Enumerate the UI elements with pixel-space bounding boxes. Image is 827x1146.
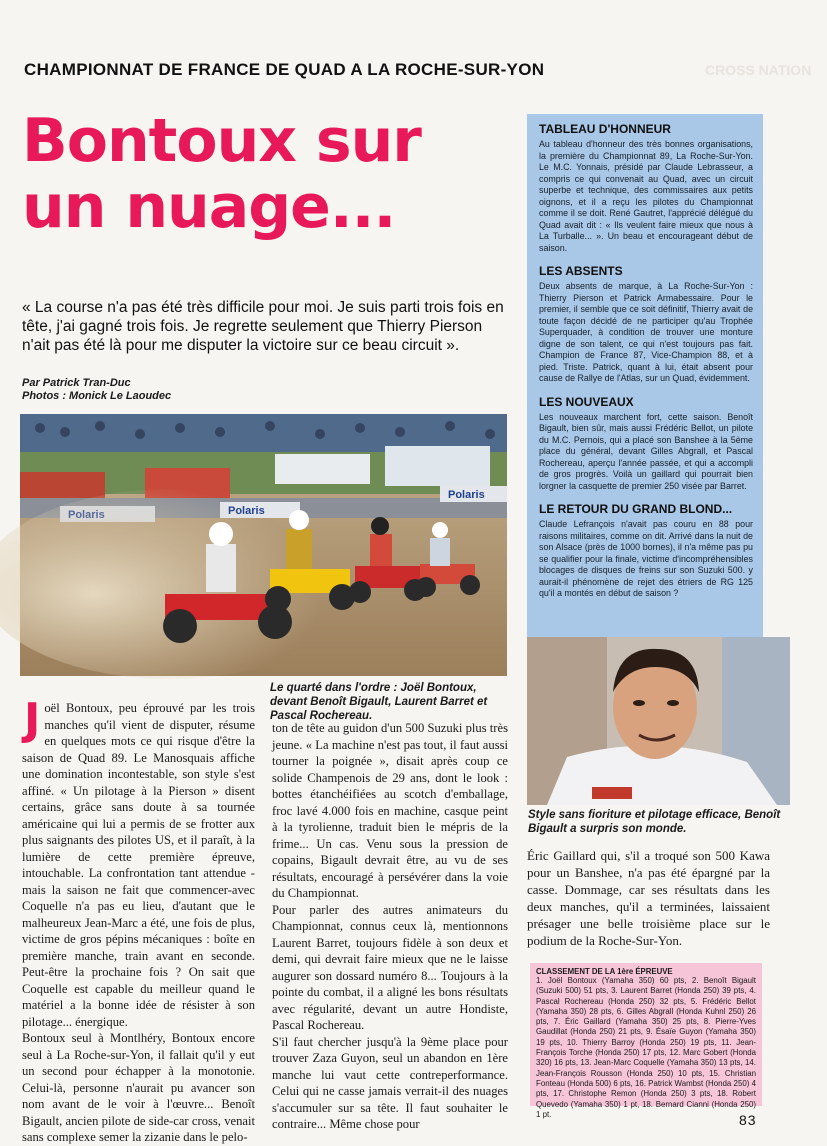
byline-photos: Photos : Monick Le Laoudec (22, 390, 172, 402)
sidebar-text-retour: Claude Lefrançois n'avait pas couru en 88 pour raisons militaires, comme on dit. Arrivé dans la nuit de son Alsace (près de 1000 bornes), il n'a même pas pu se qualifier pour la finale, victime d'incompréhensibles blocages de disques de freins sur son Suzuki 500. y aurait-il phénomène de rejet des étriers de RG 125 qu'il a montés en début de saison ? (539, 519, 753, 598)
sidebar-title-nouveaux: LES NOUVEAUX (539, 394, 634, 409)
race-photo (20, 414, 507, 676)
results-box (530, 963, 762, 1119)
byline-author: Par Patrick Tran-Duc (22, 377, 131, 389)
article-column-1 (22, 694, 255, 1146)
quad-race-illustration (20, 414, 507, 676)
article-column-2 (272, 720, 508, 1133)
article-paragraph-4: Pour parler des autres animateurs du Championnat, connus ceux là, mentionnons Laurent Barret, toujours fidèle à son deux et demi, qui devrait faire mieux que ne le laisse augurer son dossard numéro 8... Toujours à la pointe du combat, il a aligné les bons résultats avec régularité, devant un autre Hondiste, Pascal Rochereau. (272, 902, 508, 1032)
race-photo-caption: Le quarté dans l'ordre : Joël Bontoux, devant Benoît Bigault, Laurent Barret et Pascal Rochereau. (270, 682, 488, 722)
article-paragraph-3: ton de tête au guidon d'un 500 Suzuki plus très jeune. « La machine n'est pas tout, il faut aussi tourner la poignée », disait après coup ce solide Champenois de 29 ans, dont le look : bottes étanchéifiées au scotch d'emballage, froc lavé 4.000 fois en machine, casque peint à la tyrolienne, traduit bien le mépris de la frime... Un cas. Venu sous la pression de copains, Bigault devrait être, au vu de ses résultats, encouragé à persévérer dans la voie du Championnat. (272, 721, 508, 900)
banner-polaris-3: Polaris (448, 489, 485, 501)
article-paragraph-2: Bontoux seul à Montlhéry, Bontoux encore seul à La Roche-sur-Yon, il fallait qu'il y eut un second pour échapper à la monotonie. Celui-là, personne n'aurait pu avancer son nom avant de le voir à l'œuvre... Benoît Bigault, ancien pilote de side-car cross, venait sans complexe semer la zizanie dans le pelo- (22, 1031, 255, 1144)
sidebar-text-tableau: Au tableau d'honneur des très bonnes organisations, la première du Championnat 89, La Roche-Sur-Yon. Le M.C. Yonnais, présidé par Claude Lebrasseur, a compris ce qui convenait au Quad, avec un circuit superbe et technique, des commissaires aux petits oignons, et il a reçu les pilotes du Championnat comme il se doit. René Gautret, l'apprécié délégué du Quad avait dit : « Ils veulent faire mieux que nous à La Turballe... ». Un beau et encourageant début de saison. (539, 139, 753, 253)
article-column-3: Éric Gaillard qui, s'il a troqué son 500 Kawa pour un Banshee, n'a pas été épargné par la casse. Dommage, car ses résultats dans les deux manches, qu'il a terminées, laissaient présager une belle troisième place sur le podium de la Roche-Sur-Yon. (527, 848, 770, 948)
byline (22, 377, 171, 403)
headline: Bontoux sur un nuage... (22, 106, 421, 242)
portrait-photo (527, 637, 790, 805)
section-kicker: CHAMPIONNAT DE FRANCE DE QUAD A LA ROCHE-SUR-YON (24, 60, 545, 79)
lead-quote: « La course n'a pas été très difficile pour moi. Je suis parti trois fois en tête, j'ai gagné trois fois. Je regrette seulement que Thierry Pierson n'ait pas été là pour me disputer la victoire sur ce beau circuit ». (22, 299, 504, 354)
results-title: CLASSEMENT DE LA 1ère ÉPREUVE (536, 967, 673, 976)
results-list: 1. Joël Bontoux (Yamaha 350) 60 pts, 2. Benoît Bigault (Suzuki 500) 51 pts, 3. Laurent Barret (Honda 250) 39 pts, 4. Pascal Rochereau (Honda 250) 32 pts, 5. Frédéric Bellot (Yamaha 350) 28 pts, 6. Gilles Abgrall (Honda Kuhnl 250) 26 pts, 7. Éric Gaillard (Yamaha 350) 25 pts, 8. Pierre-Yves Gaudillat (Honda 250) 21 pts, 9. Ésaïe Guyon (Yamaha 350) 19 pts, 10. Thierry Barroy (Honda 250) 19 pts, 11. Jean-François Torche (Honda 250) 17 pts, 12. Marc Gobert (Honda 320) 16 pts, 13. Jean-Marc Coquelle (Yamaha 350) 13 pts, 14. Jean-François Rousson (Honda 250) 10 pts, 15. Christian Fonteau (Honda 500) 6 pts, 16. Patrick Wambst (Honda 250) 4 pts, 17. Christophe Remon (Honda 250) 3 pts, 18. Robert Quevedo (Yamaha 350) 1 pt, 18. Bernard Cianni (Honda 250) 1 pt. (536, 976, 756, 1119)
drop-cap: J (24, 694, 41, 745)
sidebar-text-nouveaux: Les nouveaux marchent fort, cette saison. Benoît Bigault, bien sûr, mais aussi Frédéric Bellot, un pilote du M.C. Pernois, qui a placé son Banshee à la 5ème place du général, devant Gilles Abgrall, et Pascal Rochereau, aperçu l'année passée, et qui a accompli de gros progrès. Voilà un gaillard qui pourrait bien lorgner la casquette de premier 250 visée par Barret. (539, 411, 753, 491)
article-paragraph-1: oël Bontoux, peu éprouvé par les trois manches qu'il vient de disputer, résume en quelques mots ce qui risque d'être la saison de Quad 89. Le Manosquais affiche une domination incontestable, son style s'est affiné. « Un pilotage à la Pierson » disent certains, grâce sans doute à sa tournée américaine qui lui a permis de se frotter aux plus saignants des pilotes US, et il paraît, à la lumière de cette première épreuve, intouchable. La confrontation tant attendue -mais la saison ne fait que commencer-avec Coquelle n'a pas eu lieu, d'autant que le malheureux Jean-Marc a été, une fois de plus, victime de gros pépins mécaniques : boîte en première manche, train avant en seconde. Peut-être la prochaine fois ? On sait que Coquelle est capable du meilleur quand le matériel a la bonne idée de résister à son pilotage... énergique. (22, 701, 255, 1029)
rider-portrait-illustration (527, 637, 790, 805)
portrait-caption: Style sans fioriture et pilotage efficace, Benoît Bigault a surpris son monde. (528, 809, 781, 835)
article-paragraph-5: S'il faut chercher jusqu'à la 9ème place pour trouver Zaza Guyon, seul un abandon en 1ère manche lui vaut cette contreperformance. Celui qui ne casse jamais verrait-il des nuages s'accumuler sur sa tête. Il faut souhaiter le contraire... Même chose pour (272, 1034, 508, 1131)
page-number: 83 (739, 1112, 757, 1128)
bleed-through-text: CROSS NATION (705, 62, 812, 78)
sidebar-title-tableau: TABLEAU D'HONNEUR (539, 122, 671, 136)
sidebar-box (527, 114, 763, 638)
sidebar-text-absents: Deux absents de marque, à La Roche-Sur-Yon : Thierry Pierson et Patrick Armabessaire. Pour le premier, il semble que ce soit définitif, Thierry avait de toute façon décidé de ne participer qu'au Trophée Superquader, à condition de trouver une monture digne de son talent, ce qui n'est toujours pas fait. Champion de France 87, Vice-Champion 88, et à pied. Triste. Patrick, quant à lui, était absent pour cause de Rallye de l'Atlas, sur un Quad, évidemment. (539, 281, 753, 383)
sidebar-title-retour: LE RETOUR DU GRAND BLOND... (539, 502, 733, 516)
sidebar-title-absents: LES ABSENTS (539, 264, 623, 278)
